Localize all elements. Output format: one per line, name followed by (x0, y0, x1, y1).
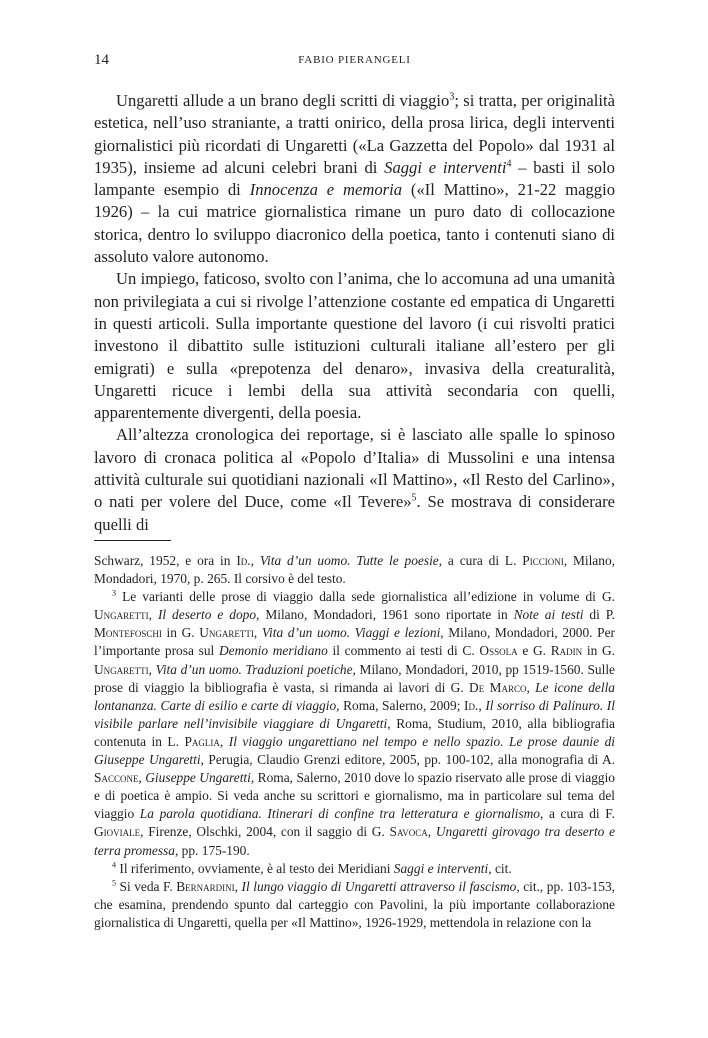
italic-title: Il lungo viaggio di Ungaretti attraverso il fascismo (241, 878, 517, 894)
italic-title: Il deserto e dopo (157, 607, 257, 623)
italic-title: Ungaretti girovago tra deserto e terra promessa (94, 824, 616, 858)
body-text (94, 90, 615, 536)
italic-title: Vita d’un uomo. Traduzioni poetiche, (155, 661, 356, 677)
footnote-marker: 5 (411, 492, 417, 504)
footnotes (94, 552, 615, 932)
italic-title: Demonio meridiano (218, 643, 328, 659)
author-name: Ossola (479, 643, 518, 659)
body-paragraph: Ungaretti allude a un brano degli scritti di viaggio$^3$; si tratta, per originalità estetica, nell’uso straniante, a tratti onirico, della prosa lirica, degli interventi giornalistici più ricordati di Ungaretti («La Gazzetta del Popolo» dal 1931 al 1935), insieme ad alcuni celebri brani di Saggi e interventi$^4$ – basti il solo lampante esempio di Innocenza e memoria («Il Mattino», 21-22 maggio 1926) – la cui matrice giornalistica rimane un puro dato di collocazione storica, dentro lo sviluppo diacronico della poetica, tanto i contenuti siano di assoluto valore autonomo. (94, 91, 616, 267)
author-name: Id. (464, 697, 479, 713)
running-title: FABIO PIERANGELI (298, 54, 411, 66)
author-name: Bernardini (176, 878, 235, 894)
footnote-marker: 4 (112, 860, 117, 870)
author-name: Gioviale (94, 824, 141, 840)
author-name: Savoca (389, 824, 428, 840)
running-head (94, 52, 615, 72)
body-paragraph: All’altezza cronologica dei reportage, si è lasciato alle spalle lo spinoso lavoro di cronaca politica al «Popolo d’Italia» di Mussolini e una intensa attività culturale sui quotidiani nazionali «Il Mattino», «Il Resto del Carlino», o nati per volere del Duce, come «Il Tevere»$^5$. Se mostrava di considerare quelli di (94, 425, 615, 534)
footnote-separator-rule (94, 540, 171, 541)
author-name: Ungaretti (94, 607, 149, 623)
italic-title: La parola quotidiana. Itinerari di confine tra letteratura e giornalismo (139, 806, 540, 822)
footnote-5: $^5$ Si veda F. Bernardini, Il lungo viaggio di Ungaretti attraverso il fascismo, cit., pp. 103-153, che esamina, prendendo spunto dal carteggio con Pavolini, la più importante collaborazione giornalistica di Ungaretti, quella per «Il Mattino», 1926-1929, mettendola in relazione con la (94, 878, 616, 930)
italic-title: Giuseppe Ungaretti (145, 770, 251, 786)
author-name: Piccioni (522, 553, 564, 568)
author-name: Ungaretti (94, 661, 149, 677)
body-paragraph: Un impiego, faticoso, svolto con l’anima, che lo accomuna ad una umanità non privilegiata a cui si rivolge l’attenzione costante ed empatica di Ungaretti in questi articoli. Sulla importante questione del lavoro (i cui risvolti pratici investono il dibattito sulle istituzioni culturali italiane all’estero per gli emigrati) e sulla «prepotenza del denaro», invasiva della creaturalità, Ungaretti ricuce i lembi della sua attività secondaria con quelli, apparentemente divergenti, della poesia. (94, 269, 615, 423)
footnote-marker: 5 (112, 878, 117, 888)
footnote-4: $^4$ Il riferimento, ovviamente, è al testo dei Meridiani Saggi e interventi, cit. (112, 860, 512, 876)
author-name: De Marco (469, 679, 527, 695)
footnote-marker: 3 (112, 588, 117, 598)
italic-title: Le icone della lontananza. Carte di esilio e carte di viaggio (94, 679, 615, 713)
italic-title: Vita d’un uomo. Viaggi e lezioni (261, 625, 441, 641)
footnote-marker: 4 (506, 158, 512, 170)
author-name: Ungaretti (199, 625, 254, 641)
author-name: Saccone (94, 770, 139, 786)
author-name: Paglia (184, 733, 220, 749)
italic-title: Saggi e interventi (384, 157, 507, 177)
footnote-marker: 3 (449, 91, 455, 103)
author-name: Montefoschi (94, 625, 162, 641)
page-number: 14 (94, 52, 109, 68)
italic-title: Saggi e interventi (393, 860, 489, 876)
footnote-continuation: Schwarz, 1952, e ora in Id., Vita d’un uomo. Tutte le poesie, a cura di L. Piccioni, Milano, Mondadori, 1970, p. 265. Il corsivo è del testo. (94, 553, 615, 587)
italic-title: Vita d’un uomo. Tutte le poesie (259, 553, 439, 568)
author-name: Radin (550, 643, 583, 659)
italic-title: Il sorriso di Palinuro. Il visibile parlare nell’invisibile viaggiare di Ungaretti (94, 697, 615, 731)
italic-title: Innocenza e memoria (249, 180, 403, 200)
footnote-3: $^3$ Le varianti delle prose di viaggio dalla sede giornalistica all’edizione in volume di G. Ungaretti, Il deserto e dopo, Milano, Mondadori, 1961 sono riportate in Note ai testi di P. Montefoschi in G. Ungaretti, Vita d’un uomo. Viaggi e lezioni, Milano, Mondadori, 2000. Per l’importante prosa sul Demonio meridiano il commento ai testi di C. Ossola e G. Radin in G. Ungaretti, Vita d’un uomo. Traduzioni poetiche, Milano, Mondadori, 2010, pp 1519-1560. Sulle prose di viaggio la bibliografia è vasta, si rimanda ai lavori di G. De Marco, Le icone della lontananza. Carte di esilio e carte di viaggio, Roma, Salerno, 2009; Id., Il sorriso di Palinuro. Il visibile parlare nell’invisibile viaggiare di Ungaretti, Roma, Studium, 2010, alla bibliografia contenuta in L. Paglia, Il viaggio ungarettiano nel tempo e nello spazio. Le prose daunie di Giuseppe Ungaretti, Perugia, Claudio Grenzi editore, 2005, pp. 100-102, alla monografia di A. Saccone, Giuseppe Ungaretti, Roma, Salerno, 2010 dove lo spazio riservato alle prose di viaggio e di poetica è ampio. Si veda anche su scrittori e giornalismo, ma in particolare sul tema del viaggio La parola quotidiana. Itinerari di confine tra letteratura e giornalismo, a cura di F. Gioviale, Firenze, Olschki, 2004, con il saggio di G. Savoca, Ungaretti girovago tra deserto e terra promessa, pp. 175-190. (94, 588, 616, 858)
italic-title: Note ai testi (513, 607, 584, 623)
author-name: Id. (236, 553, 251, 568)
italic-title: Il viaggio ungarettiano nel tempo e nello spazio. Le prose daunie di Giuseppe Ungaretti (94, 733, 615, 768)
